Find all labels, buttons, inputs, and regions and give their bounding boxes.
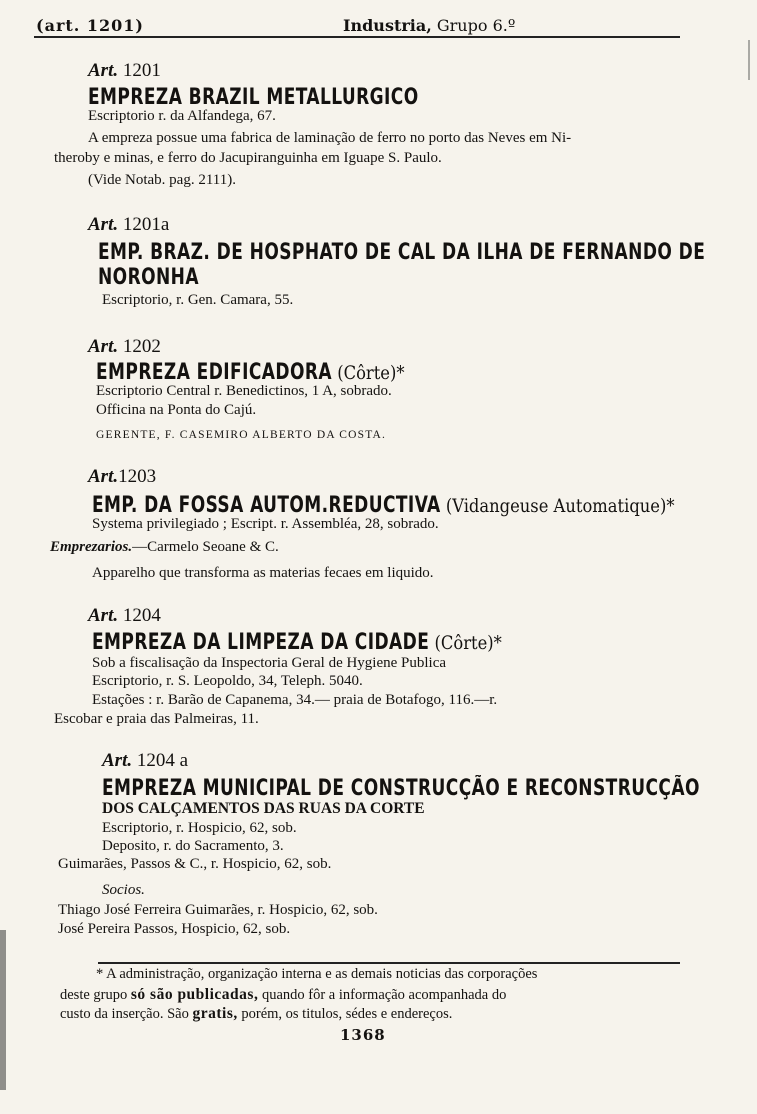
entry-1204-line1: Sob a fiscalisação da Inspectoria Geral de Hygiene Publica [92,655,447,671]
entry-1202-line1: Escriptorio Central r. Benedictinos, 1 A, sobrado. [96,383,392,399]
entry-1204a-socios: Socios. [102,882,145,898]
article-label-1202: Art. 1202 [88,336,161,357]
article-label-1204: Art. 1204 [88,605,161,626]
entry-1204a-line5: José Pereira Passos, Hospicio, 62, sob. [58,921,291,937]
footnote-line2: deste grupo só são publicadas, quando fôr a informação acompanhada do [60,986,507,1003]
entry-1204-line2: Escriptorio, r. S. Leopoldo, 34, Teleph. 5040. [92,673,363,689]
entry-1201-line4: (Vide Notab. pag. 2111). [88,172,236,188]
entry-title-1202: EMPREZA EDIFICADORA (Côrte)* [96,360,405,385]
entry-1204-line4: Escobar e praia das Palmeiras, 11. [54,711,259,727]
entry-title-1201a-line1: EMP. BRAZ. DE HOSPHATO DE CAL DA ILHA DE FERNANDO DE [98,240,706,265]
article-label-1204a: Art. 1204 a [102,750,189,771]
entry-1204a-line4: Thiago José Ferreira Guimarães, r. Hospicio, 62, sob. [58,902,378,918]
footnote-line1: * A administração, organização interna e as demais noticias das corporações [96,966,538,982]
scan-edge-right [748,40,750,80]
header-group: Grupo 6.º [431,16,516,35]
entry-title-1204: EMPREZA DA LIMPEZA DA CIDADE (Côrte)* [92,630,502,655]
header-rule [34,36,680,38]
entry-1203-line1: Systema privilegiado ; Escript. r. Assembléa, 28, sobrado. [92,516,439,532]
entry-1203-line2: Emprezarios.—Carmelo Seoane & C. [50,539,279,555]
entry-1204a-subtitle: DOS CALÇAMENTOS DAS RUAS DA CORTE [102,800,425,817]
article-label-1203: Art.1203 [88,466,157,487]
header-section: Industria, [343,16,432,35]
entry-1201a-line1: Escriptorio, r. Gen. Camara, 55. [102,292,294,308]
entry-title-1203: EMP. DA FOSSA AUTOM.REDUCTIVA (Vidangeuse Automatique)* [92,493,675,518]
entry-1201-line1: Escriptorio r. da Alfandega, 67. [88,108,276,124]
page-number: 1368 [340,1026,386,1044]
article-label-1201: Art. 1201 [88,60,161,81]
entry-1203-line3: Apparelho que transforma as materias fecaes em liquido. [92,565,434,581]
entry-title-1204a: EMPREZA MUNICIPAL DE CONSTRUCÇÃO E RECONSTRUCÇÃO [102,776,700,801]
entry-1204-line3: Estações : r. Barão de Capanema, 34.— praia de Botafogo, 116.—r. [92,692,498,708]
entry-1204a-line1: Escriptorio, r. Hospicio, 62, sob. [102,820,297,836]
running-header-right [343,16,515,35]
footnote-line3: custo da inserção. São gratis, porém, os titulos, sédes e endereços. [60,1005,453,1022]
entry-1201-line2: A empreza possue uma fabrica de laminação de ferro no porto das Neves em Ni- [88,130,572,146]
article-label-1201a: Art. 1201a [88,214,170,235]
running-header-left: (art. 1201) [36,16,144,35]
entry-1204a-line2: Deposito, r. do Sacramento, 3. [102,838,284,854]
footnote-rule [98,962,680,964]
entry-1202-line2: Officina na Ponta do Cajú. [96,402,257,418]
entry-1204a-line3: Guimarães, Passos & C., r. Hospicio, 62, sob. [58,856,332,872]
scan-edge-left [0,930,6,1090]
entry-title-1201a-line2: NORONHA [98,265,199,290]
entry-1202-manager: GERENTE, F. CASEMIRO ALBERTO DA COSTA. [96,429,387,441]
entry-title-1201: EMPREZA BRAZIL METALLURGICO [88,85,419,110]
entry-1201-line3: theroby e minas, e ferro do Jacupiranguinha em Iguape S. Paulo. [54,150,442,166]
